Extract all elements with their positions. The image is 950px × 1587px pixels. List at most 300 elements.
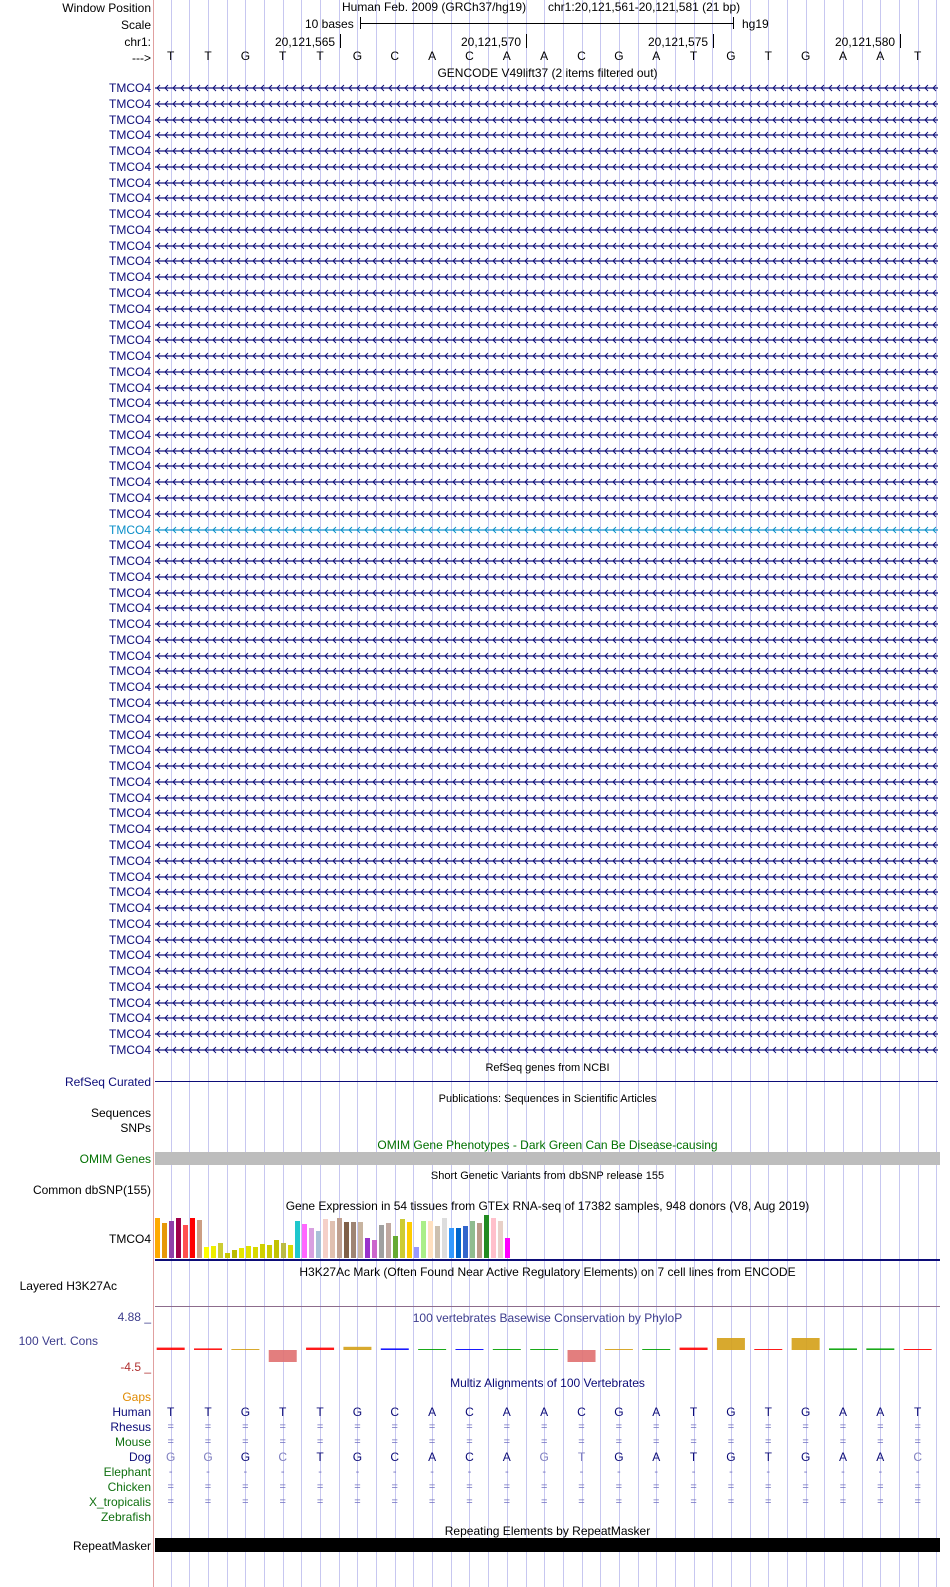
- alignment-base: =: [839, 1421, 847, 1433]
- gencode-transcript-line[interactable]: [155, 336, 938, 344]
- phylop-score-bar[interactable]: [642, 1349, 670, 1350]
- gencode-transcript-label[interactable]: TMCO4: [109, 727, 151, 742]
- alignment-base: A: [502, 1405, 511, 1419]
- phylop-track-title[interactable]: 100 vertebrates Basewise Conservation by PhyloP: [412, 1311, 683, 1325]
- gencode-transcript-line[interactable]: [155, 699, 938, 707]
- gencode-transcript-line[interactable]: [155, 194, 938, 202]
- gencode-transcript-line[interactable]: [155, 936, 938, 944]
- gencode-transcript-label[interactable]: TMCO4: [109, 301, 151, 316]
- alignment-base: =: [578, 1436, 585, 1448]
- coord-label: 20,121,565: [275, 35, 336, 49]
- multiz-species-label[interactable]: Chicken: [107, 1480, 151, 1494]
- gtex-tissue-bar[interactable]: [435, 1226, 440, 1258]
- gencode-transcript-label[interactable]: TMCO4: [109, 743, 151, 758]
- gencode-transcript-label[interactable]: TMCO4: [109, 869, 151, 884]
- gencode-transcript-label[interactable]: TMCO4: [109, 585, 151, 600]
- alignment-base: =: [540, 1436, 548, 1448]
- gencode-transcript-label[interactable]: TMCO4: [109, 506, 151, 521]
- gtex-tissue-bar[interactable]: [211, 1246, 216, 1258]
- gencode-transcript-label[interactable]: TMCO4: [109, 427, 151, 442]
- gencode-transcript-label[interactable]: TMCO4: [109, 885, 151, 900]
- alignment-base: -: [318, 1466, 322, 1478]
- alignment-base: =: [914, 1421, 921, 1433]
- publications-label-snps[interactable]: SNPs: [120, 1121, 151, 1135]
- gencode-transcript-label[interactable]: TMCO4: [109, 459, 151, 474]
- gtex-tissue-bar[interactable]: [260, 1244, 265, 1258]
- phylop-score-bar[interactable]: [269, 1350, 297, 1362]
- gtex-tissue-bar[interactable]: [295, 1221, 300, 1258]
- gtex-tissue-bar[interactable]: [484, 1215, 489, 1258]
- repeatmasker-track-title[interactable]: Repeating Elements by RepeatMasker: [444, 1524, 651, 1538]
- phylop-conservation-chart[interactable]: [0, 1300, 950, 1380]
- gencode-transcript-line[interactable]: [155, 116, 938, 124]
- gtex-tissue-bar[interactable]: [218, 1243, 223, 1258]
- repeatmasker-track-label[interactable]: RepeatMasker: [72, 1539, 151, 1553]
- alignment-base: =: [279, 1436, 286, 1448]
- alignment-base: C: [390, 1450, 400, 1464]
- gencode-transcript-label[interactable]: TMCO4: [109, 81, 151, 95]
- gencode-transcript-line[interactable]: [155, 494, 938, 502]
- gencode-transcript-line[interactable]: [155, 904, 938, 912]
- phylop-score-bar[interactable]: [343, 1347, 371, 1350]
- phylop-score-bar[interactable]: [866, 1348, 894, 1350]
- sequence-base: A: [652, 49, 661, 63]
- phylop-score-bar[interactable]: [568, 1350, 596, 1362]
- gencode-transcript-label[interactable]: TMCO4: [109, 774, 151, 789]
- gencode-transcript-label[interactable]: TMCO4: [109, 648, 151, 663]
- gencode-transcript-line[interactable]: [155, 447, 938, 455]
- gencode-transcript-line[interactable]: [155, 368, 938, 376]
- alignment-base: C: [913, 1450, 922, 1464]
- gencode-transcript-label[interactable]: TMCO4: [109, 711, 151, 726]
- alignment-base: =: [466, 1481, 473, 1493]
- gtex-tissue-bar[interactable]: [456, 1228, 461, 1258]
- gencode-transcript-label[interactable]: TMCO4: [109, 837, 151, 852]
- gencode-transcript-label[interactable]: TMCO4: [109, 159, 151, 174]
- gencode-transcript-line[interactable]: [155, 841, 938, 849]
- alignment-base: =: [316, 1421, 324, 1433]
- alignment-base: =: [877, 1481, 884, 1493]
- gencode-transcript-line[interactable]: [155, 352, 938, 360]
- alignment-base: =: [466, 1436, 473, 1448]
- alignment-base: =: [914, 1496, 921, 1508]
- alignment-base: G: [800, 1450, 811, 1464]
- gtex-tissue-bar[interactable]: [225, 1253, 230, 1258]
- gencode-transcript-label[interactable]: TMCO4: [109, 491, 151, 506]
- gencode-transcript-line[interactable]: [155, 163, 938, 171]
- alignment-base: =: [204, 1481, 212, 1493]
- phylop-score-bar[interactable]: [605, 1349, 633, 1350]
- gencode-transcript-line[interactable]: [155, 636, 938, 644]
- gencode-transcript-label[interactable]: TMCO4: [109, 191, 151, 206]
- phylop-score-bar[interactable]: [381, 1348, 409, 1350]
- gencode-transcript-line[interactable]: [155, 967, 938, 975]
- gtex-tissue-bar[interactable]: [407, 1222, 412, 1258]
- gtex-tissue-bar[interactable]: [463, 1226, 468, 1258]
- gencode-transcript-line[interactable]: [155, 746, 938, 754]
- gencode-transcript-line[interactable]: [155, 809, 938, 817]
- phylop-score-bar[interactable]: [493, 1349, 521, 1350]
- gencode-transcript-line[interactable]: [155, 210, 938, 218]
- alignment-base: G: [166, 1450, 176, 1464]
- gencode-transcript-label[interactable]: TMCO4: [109, 932, 151, 947]
- gencode-transcript-line[interactable]: [155, 620, 938, 628]
- gtex-tissue-bar[interactable]: [323, 1219, 328, 1258]
- gencode-transcript-label[interactable]: TMCO4: [109, 222, 151, 237]
- sequence-base: T: [279, 49, 287, 63]
- alignment-base: =: [690, 1436, 697, 1448]
- gencode-transcript-label[interactable]: TMCO4: [109, 380, 151, 395]
- alignment-base: =: [428, 1481, 436, 1493]
- alignment-base: =: [802, 1436, 809, 1448]
- alignment-base: C: [390, 1405, 400, 1419]
- alignment-base: =: [727, 1481, 735, 1493]
- h3k27ac-track-label[interactable]: Layered H3K27Ac: [19, 1279, 117, 1293]
- repeatmasker-element-bar[interactable]: [155, 1538, 940, 1552]
- gtex-tissue-bar[interactable]: [372, 1240, 377, 1258]
- gencode-transcript-label[interactable]: TMCO4: [109, 901, 151, 916]
- strand-label: --->: [132, 51, 151, 65]
- gencode-transcript-label[interactable]: TMCO4: [109, 96, 151, 111]
- dbsnp-track-title[interactable]: Short Genetic Variants from dbSNP release 155: [430, 1170, 665, 1182]
- gencode-transcript-line[interactable]: [155, 305, 938, 313]
- gencode-transcript-line[interactable]: [155, 1046, 938, 1054]
- gencode-transcript-label[interactable]: TMCO4: [109, 853, 151, 868]
- gtex-tissue-bar[interactable]: [358, 1222, 363, 1258]
- alignment-base: T: [204, 1405, 212, 1419]
- gtex-tissue-bar[interactable]: [267, 1245, 272, 1258]
- gencode-transcript-line[interactable]: [155, 951, 938, 959]
- sequence-base: C: [577, 49, 586, 63]
- gtex-tissue-bar[interactable]: [365, 1238, 370, 1258]
- alignment-base: T: [167, 1405, 175, 1419]
- gencode-transcript-label[interactable]: TMCO4: [109, 964, 151, 979]
- gencode-transcript-line[interactable]: [155, 273, 938, 281]
- gtex-tissue-bar[interactable]: [281, 1243, 286, 1258]
- alignment-base: G: [240, 1405, 251, 1419]
- gencode-transcript-label[interactable]: TMCO4: [109, 1027, 151, 1042]
- gencode-transcript-line[interactable]: [155, 100, 938, 108]
- dbsnp-track-label[interactable]: Common dbSNP(155): [32, 1183, 151, 1197]
- gencode-transcript-label[interactable]: TMCO4: [109, 680, 151, 695]
- gencode-transcript-label[interactable]: TMCO4: [109, 632, 151, 647]
- gencode-transcript-label[interactable]: TMCO4: [109, 995, 151, 1010]
- refseq-track-title[interactable]: RefSeq genes from NCBI: [485, 1062, 610, 1074]
- gtex-tissue-bar[interactable]: [428, 1221, 433, 1258]
- gencode-transcript-line[interactable]: [155, 84, 938, 92]
- alignment-base: T: [689, 1405, 698, 1419]
- gencode-track-title[interactable]: GENCODE V49lift37 (2 items filtered out): [437, 66, 658, 80]
- multiz-species-label[interactable]: Elephant: [103, 1465, 151, 1479]
- gencode-transcript-line[interactable]: [155, 179, 938, 187]
- phylop-score-bar[interactable]: [792, 1338, 820, 1350]
- phylop-score-bar[interactable]: [754, 1349, 782, 1350]
- gencode-transcript-line[interactable]: [155, 825, 938, 833]
- gencode-transcript-label[interactable]: TMCO4: [109, 806, 151, 821]
- alignment-base: =: [615, 1436, 623, 1448]
- gencode-transcript-label[interactable]: TMCO4: [109, 1042, 151, 1057]
- gtex-tissue-bar[interactable]: [232, 1250, 237, 1258]
- gencode-transcript-line[interactable]: [155, 778, 938, 786]
- gtex-tissue-bar[interactable]: [393, 1236, 398, 1258]
- gencode-transcript-label[interactable]: TMCO4: [109, 475, 151, 490]
- gencode-transcript-line[interactable]: [155, 604, 938, 612]
- gencode-transcript-label[interactable]: TMCO4: [109, 254, 151, 269]
- phylop-score-bar[interactable]: [157, 1348, 185, 1350]
- gencode-transcript-line[interactable]: [155, 131, 938, 139]
- gencode-transcript-line[interactable]: [155, 462, 938, 470]
- refseq-track-label[interactable]: RefSeq Curated: [64, 1075, 151, 1089]
- gtex-track-label[interactable]: TMCO4: [109, 1232, 151, 1246]
- sequence-base: T: [764, 49, 772, 63]
- gtex-tissue-bar[interactable]: [470, 1221, 475, 1258]
- alignment-base: =: [802, 1421, 809, 1433]
- sequence-base: A: [428, 49, 437, 63]
- gencode-transcript-label[interactable]: TMCO4: [109, 286, 151, 300]
- gencode-transcript-line[interactable]: [155, 573, 938, 581]
- alignment-base: C: [278, 1450, 288, 1464]
- coord-label: 20,121,580: [835, 35, 896, 49]
- h3k27ac-track-title[interactable]: H3K27Ac Mark (Often Found Near Active Regulatory Elements) on 7 cell lines from ENCODE: [299, 1265, 796, 1279]
- gencode-transcript-label[interactable]: TMCO4: [109, 601, 151, 616]
- gencode-transcript-line[interactable]: [155, 715, 938, 723]
- gencode-transcript-line[interactable]: [155, 683, 938, 691]
- gencode-transcript-line[interactable]: [155, 920, 938, 928]
- alignment-base: -: [430, 1466, 434, 1478]
- gencode-transcript-label[interactable]: TMCO4: [109, 396, 151, 411]
- gtex-tissue-bar[interactable]: [477, 1223, 482, 1258]
- gtex-tissue-bar[interactable]: [316, 1231, 321, 1258]
- gencode-transcript-line[interactable]: [155, 478, 938, 486]
- alignment-base: =: [877, 1436, 884, 1448]
- alignment-base: =: [204, 1436, 212, 1448]
- gencode-transcript-label[interactable]: TMCO4: [109, 349, 151, 364]
- sequence-base: A: [838, 49, 847, 63]
- alignment-base: =: [914, 1436, 921, 1448]
- gencode-transcript-label[interactable]: TMCO4: [109, 822, 151, 837]
- gtex-tissue-bar[interactable]: [288, 1245, 293, 1258]
- alignment-base: -: [243, 1466, 248, 1478]
- alignment-base: A: [428, 1405, 437, 1419]
- phylop-score-bar[interactable]: [306, 1348, 334, 1350]
- sequence-base: G: [726, 49, 736, 63]
- gtex-tissue-bar[interactable]: [246, 1246, 251, 1258]
- gencode-transcript-line[interactable]: [155, 384, 938, 392]
- alignment-base: T: [316, 1450, 324, 1464]
- gencode-transcript-line[interactable]: [155, 257, 938, 265]
- gtex-tissue-bar[interactable]: [274, 1240, 279, 1258]
- gencode-transcript-line[interactable]: [155, 541, 938, 549]
- gencode-transcript-label[interactable]: TMCO4: [109, 112, 151, 127]
- gtex-tissue-bar[interactable]: [197, 1220, 202, 1258]
- gencode-transcript-label[interactable]: TMCO4: [109, 1011, 151, 1026]
- alignment-base: =: [354, 1496, 361, 1508]
- gencode-transcript-label[interactable]: TMCO4: [109, 664, 151, 679]
- gencode-transcript-label[interactable]: TMCO4: [109, 538, 151, 553]
- phylop-score-bar[interactable]: [680, 1348, 708, 1350]
- gtex-tissue-bar[interactable]: [421, 1221, 426, 1258]
- phylop-score-bar[interactable]: [717, 1338, 745, 1350]
- gencode-transcript-line[interactable]: [155, 873, 938, 881]
- alignment-base: =: [802, 1496, 809, 1508]
- alignment-base: =: [242, 1436, 249, 1448]
- phylop-score-bar[interactable]: [455, 1349, 483, 1350]
- gencode-transcript-label[interactable]: TMCO4: [109, 207, 151, 222]
- phylop-score-bar[interactable]: [231, 1349, 259, 1350]
- gencode-transcript-line[interactable]: [155, 289, 938, 297]
- multiz-species-label[interactable]: Dog: [128, 1450, 151, 1464]
- alignment-base: =: [428, 1436, 436, 1448]
- alignment-base: G: [726, 1405, 736, 1419]
- gencode-transcript-line[interactable]: [155, 999, 938, 1007]
- omim-track-label[interactable]: OMIM Genes: [79, 1152, 151, 1166]
- gencode-transcript-line[interactable]: [155, 857, 938, 865]
- gencode-transcript-label[interactable]: TMCO4: [109, 128, 151, 143]
- alignment-base: =: [503, 1436, 511, 1448]
- gencode-transcript-label[interactable]: TMCO4: [109, 364, 151, 379]
- publications-label-sequences[interactable]: Sequences: [90, 1106, 151, 1120]
- gencode-transcript-line[interactable]: [155, 510, 938, 518]
- gencode-transcript-label[interactable]: TMCO4: [109, 554, 151, 569]
- gtex-tissue-bar[interactable]: [400, 1219, 405, 1258]
- gencode-transcript-label[interactable]: TMCO4: [109, 617, 151, 632]
- gencode-transcript-label[interactable]: TMCO4: [109, 412, 151, 427]
- phylop-track-label[interactable]: 100 Vert. Cons: [18, 1334, 98, 1348]
- gtex-tissue-bar[interactable]: [442, 1218, 447, 1258]
- gtex-tissue-bar[interactable]: [183, 1225, 188, 1258]
- alignment-base: A: [652, 1450, 661, 1464]
- gtex-tissue-bar[interactable]: [330, 1221, 335, 1258]
- alignment-base: -: [392, 1466, 397, 1478]
- gencode-transcript-label[interactable]: TMCO4: [109, 522, 151, 537]
- gencode-transcript-line[interactable]: [155, 526, 938, 534]
- gencode-transcript-line[interactable]: [155, 762, 938, 770]
- gtex-tissue-bar[interactable]: [309, 1228, 314, 1258]
- multiz-species-label[interactable]: Rhesus: [110, 1420, 151, 1434]
- scale-text: 10 bases: [305, 17, 354, 31]
- gencode-transcript-line[interactable]: [155, 983, 938, 991]
- refseq-gene-line[interactable]: [155, 1081, 938, 1082]
- gencode-transcript-line[interactable]: [155, 794, 938, 802]
- multiz-species-label[interactable]: X_tropicalis: [88, 1495, 151, 1509]
- coord-label: 20,121,575: [648, 35, 709, 49]
- gencode-transcript-label[interactable]: TMCO4: [109, 317, 151, 332]
- gencode-transcript-line[interactable]: [155, 226, 938, 234]
- gtex-tissue-bar[interactable]: [505, 1238, 510, 1258]
- gencode-transcript-line[interactable]: [155, 557, 938, 565]
- gtex-tissue-bar[interactable]: [253, 1247, 258, 1258]
- gencode-transcript-line[interactable]: [155, 431, 938, 439]
- alignment-base: =: [316, 1481, 324, 1493]
- gtex-tissue-bar[interactable]: [344, 1222, 349, 1258]
- alignment-base: =: [839, 1481, 847, 1493]
- gencode-transcript-label[interactable]: TMCO4: [109, 916, 151, 931]
- gencode-transcript-label[interactable]: TMCO4: [109, 979, 151, 994]
- multiz-species-label[interactable]: Mouse: [114, 1435, 151, 1449]
- gencode-transcript-label[interactable]: TMCO4: [109, 144, 151, 159]
- gencode-transcript-label[interactable]: TMCO4: [109, 443, 151, 458]
- gtex-tissue-bar[interactable]: [204, 1247, 209, 1258]
- gencode-transcript-label[interactable]: TMCO4: [109, 238, 151, 253]
- gencode-transcript-label[interactable]: TMCO4: [109, 696, 151, 711]
- gtex-tissue-bar[interactable]: [351, 1222, 356, 1258]
- coord-tick: [526, 34, 527, 48]
- multiz-species-label[interactable]: Human: [112, 1405, 151, 1419]
- gtex-tissue-bar[interactable]: [176, 1218, 181, 1258]
- gtex-tissue-bar[interactable]: [162, 1223, 167, 1258]
- alignment-base: =: [765, 1421, 772, 1433]
- gencode-transcript-label[interactable]: TMCO4: [109, 569, 151, 584]
- publications-track-title[interactable]: Publications: Sequences in Scientific Articles: [438, 1093, 657, 1105]
- gencode-transcript-line[interactable]: [155, 1030, 938, 1038]
- gencode-transcript-line[interactable]: [155, 147, 938, 155]
- phylop-score-bar[interactable]: [530, 1349, 558, 1350]
- gencode-transcript-label[interactable]: TMCO4: [109, 948, 151, 963]
- omim-gene-bar[interactable]: [155, 1152, 940, 1165]
- gtex-tissue-bar[interactable]: [491, 1218, 496, 1258]
- position-text: chr1:20,121,561-20,121,581 (21 bp): [548, 0, 741, 14]
- gencode-transcript-line[interactable]: [155, 1014, 938, 1022]
- gencode-transcript-line[interactable]: [155, 415, 938, 423]
- alignment-base: =: [653, 1436, 660, 1448]
- alignment-base: G: [352, 1450, 363, 1464]
- gencode-transcript-line[interactable]: [155, 242, 938, 250]
- alignment-base: =: [615, 1421, 623, 1433]
- gencode-transcript-line[interactable]: [155, 652, 938, 660]
- gencode-transcript-line[interactable]: [155, 731, 938, 739]
- alignment-base: =: [354, 1481, 361, 1493]
- multiz-species-label[interactable]: Zebrafish: [100, 1510, 151, 1524]
- gencode-transcript-label[interactable]: TMCO4: [109, 759, 151, 774]
- gtex-track-title[interactable]: Gene Expression in 54 tissues from GTEx RNA-seq of 17382 samples, 948 donors (V8, Aug 2019): [285, 1199, 810, 1213]
- gencode-transcript-line[interactable]: [155, 399, 938, 407]
- gencode-transcript-line[interactable]: [155, 589, 938, 597]
- multiz-track-title[interactable]: Multiz Alignments of 100 Vertebrates: [450, 1376, 645, 1390]
- gencode-transcript-line[interactable]: [155, 888, 938, 896]
- phylop-score-bar[interactable]: [418, 1349, 446, 1350]
- gtex-tissue-bar[interactable]: [414, 1247, 419, 1258]
- phylop-score-bar[interactable]: [829, 1348, 857, 1350]
- alignment-base: A: [838, 1450, 847, 1464]
- alignment-base: C: [577, 1405, 586, 1419]
- gencode-transcript-label[interactable]: TMCO4: [109, 270, 151, 285]
- alignment-base: =: [765, 1436, 772, 1448]
- gtex-tissue-bar[interactable]: [155, 1218, 160, 1258]
- gtex-tissue-bar[interactable]: [239, 1248, 244, 1258]
- alignment-base: =: [690, 1496, 697, 1508]
- coord-label: 20,121,570: [461, 35, 522, 49]
- gtex-tissue-bar[interactable]: [498, 1221, 503, 1258]
- sequence-base: G: [614, 49, 624, 63]
- gencode-transcript-label[interactable]: TMCO4: [109, 333, 151, 348]
- gencode-transcript-line[interactable]: [155, 667, 938, 675]
- gtex-tissue-bar[interactable]: [190, 1218, 195, 1258]
- gencode-transcript-label[interactable]: TMCO4: [109, 790, 151, 805]
- gencode-transcript-line[interactable]: [155, 321, 938, 329]
- phylop-score-bar[interactable]: [904, 1349, 932, 1350]
- gtex-tissue-bar[interactable]: [449, 1228, 454, 1258]
- omim-track-title[interactable]: OMIM Gene Phenotypes - Dark Green Can Be Disease-causing: [377, 1138, 718, 1152]
- alignment-base: -: [803, 1466, 808, 1478]
- gtex-tissue-bar[interactable]: [337, 1218, 342, 1258]
- gencode-transcript-label[interactable]: TMCO4: [109, 175, 151, 190]
- gtex-tissue-bar[interactable]: [386, 1223, 391, 1258]
- alignment-base: =: [279, 1421, 286, 1433]
- phylop-score-bar[interactable]: [194, 1348, 222, 1350]
- gtex-tissue-bar[interactable]: [379, 1225, 384, 1258]
- gtex-tissue-bar[interactable]: [302, 1224, 307, 1258]
- gtex-tissue-bar[interactable]: [169, 1221, 174, 1258]
